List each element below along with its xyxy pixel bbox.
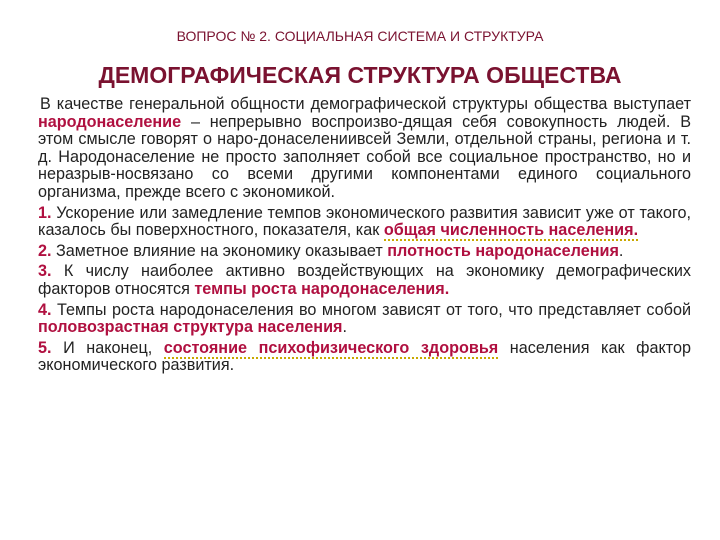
slide-title: ДЕМОГРАФИЧЕСКАЯ СТРУКТУРА ОБЩЕСТВА (98, 62, 622, 88)
item-tail: населения как фактор экономического развития. (38, 338, 691, 375)
item-tail: . (618, 241, 624, 260)
item-number: 5. (38, 338, 52, 357)
list-item-5 (38, 340, 691, 375)
intro-text-2: – непрерывно воспроизво-дящая себя совокупность людей. В этом смысле говорят о наро-донаселениивсей Земли, отдельной страны, региона и т. д. Народонаселение не просто заполняет собой все социальное пространство, но и неразрыв-носвязано со всеми другими компонентами единого социального организма, прежде всего с экономикой. (38, 112, 691, 201)
item-text: Темпы роста народонаселения во многом зависят от того, что представляет собой (51, 300, 691, 319)
list-item-4 (38, 302, 691, 337)
item-term: темпы роста народонаселения. (194, 279, 450, 298)
item-number: 3. (38, 262, 52, 281)
item-text: К числу наиболее активно воздействующих на экономику демографических факторов относятся (38, 262, 691, 298)
item-number: 1. (38, 203, 52, 222)
item-number: 4. (38, 300, 52, 319)
item-text: Ускорение или замедление темпов экономического развития зависит уже от такого, казалось бы поверхностного, показателя, как (38, 203, 691, 240)
item-tail: . (342, 318, 347, 337)
section-question: ВОПРОС № 2. СОЦИАЛЬНАЯ СИСТЕМА И СТРУКТУРА (176, 28, 544, 44)
item-term: состояние психофизического здоровья (163, 338, 499, 357)
item-term: общая численность населения. (383, 221, 639, 240)
item-number: 2. (38, 241, 52, 260)
item-term: плотность народонаселения (387, 241, 619, 260)
list-item-2 (38, 243, 691, 261)
list-item-3 (38, 263, 691, 298)
intro-paragraph (38, 96, 691, 202)
intro-term: народонаселение (38, 112, 182, 131)
item-text: И наконец, (51, 338, 164, 357)
item-term: половозрастная структура населения (38, 318, 343, 337)
list-item-1 (38, 205, 691, 240)
slide-body (38, 96, 691, 378)
intro-text-1: В качестве генеральной общности демографической структуры общества выступает (40, 95, 691, 113)
item-text: Заметное влияние на экономику оказывает (51, 241, 388, 260)
